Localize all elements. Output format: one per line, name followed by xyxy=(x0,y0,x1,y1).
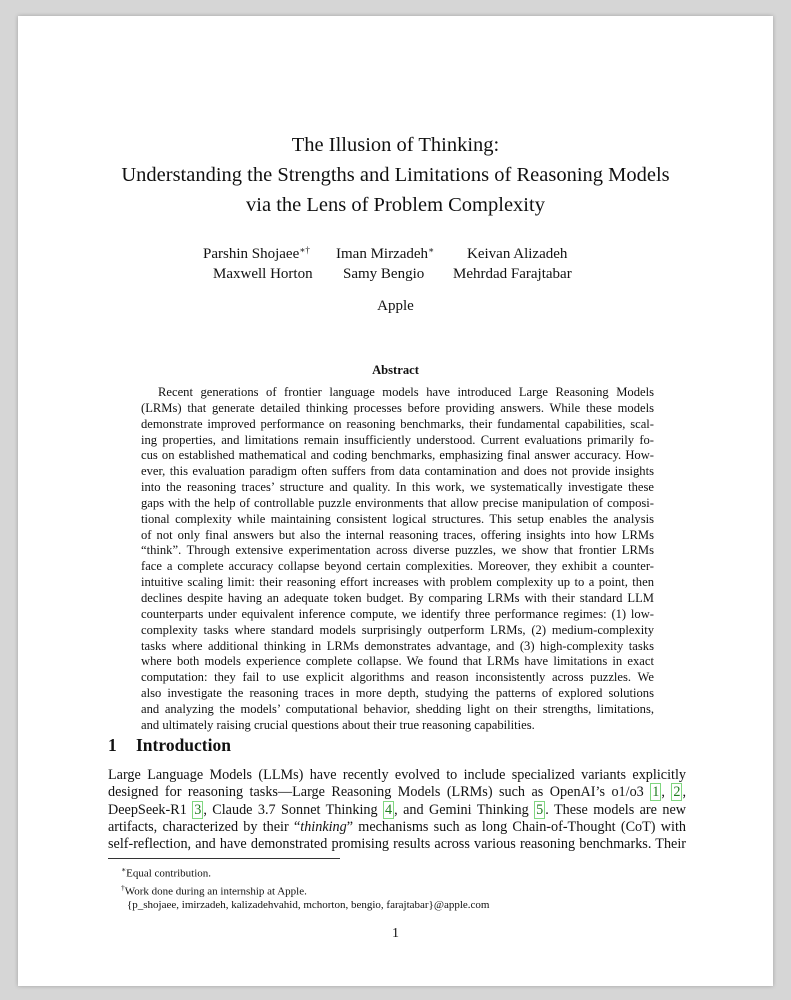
citation-link[interactable]: 4 xyxy=(385,801,393,818)
abstract-line: “think”. Through extensive experimentation across diverse puzzles, we show that frontier LRMs xyxy=(141,543,654,558)
citation-link[interactable]: 5 xyxy=(536,801,544,818)
abstract-line: declines despite having an adequate token budget. By comparing LRMs with their standard LLM xyxy=(141,590,654,605)
abstract-body xyxy=(141,385,654,734)
text-line: Large Language Models (LLMs) have recently evolved to include specialized variants explicitly xyxy=(108,767,686,783)
page-number: 1 xyxy=(392,926,399,941)
text-line: DeepSeek-R1 3 , Claude 3.7 Sonnet Thinking 4 , and Gemini Thinking 5 . These models are new xyxy=(108,801,686,818)
title-line: The Illusion of Thinking: xyxy=(291,134,500,156)
text-line: self-reflection, and have demonstrated promising results across various reasoning benchmarks. Their xyxy=(108,836,686,853)
abstract-line: of not only final answers but also the internal reasoning traces, offering insights into how LRMs xyxy=(141,527,654,542)
footnote-emails: {p_shojaee, imirzadeh, kalizadehvahid, mchorton, bengio, farajtabar}@apple.com xyxy=(127,899,490,912)
abstract-line: into the reasoning traces’ structure and quality. In this work, we systematically investigate these xyxy=(141,480,654,495)
author: Samy Bengio xyxy=(343,266,425,282)
abstract-line: where both models experience complete collapse. We found that LRMs have limitations in exact xyxy=(141,654,654,669)
footnote: ∗Equal contribution. xyxy=(121,865,212,880)
abstract-line: ever, this evaluation paradigm often suffers from data contamination and does not provide insights xyxy=(141,464,654,479)
abstract-line: and ultimately raising crucial questions about their true reasoning capabilities. xyxy=(141,717,535,732)
citation-link[interactable]: 3 xyxy=(194,801,202,818)
abstract-line: face a complete accuracy collapse beyond certain complexities. Moreover, they exhibit a counter- xyxy=(141,559,654,574)
title-line: via the Lens of Problem Complexity xyxy=(246,194,545,216)
author: Maxwell Horton xyxy=(213,266,313,282)
author: Mehrdad Farajtabar xyxy=(453,266,572,282)
text-line: artifacts, characterized by their “thinking” mechanisms such as long Chain-of-Thought (CoT) with xyxy=(108,818,686,835)
abstract-line: demonstrate improved performance on reasoning benchmarks, their fundamental capabilities, scal- xyxy=(141,416,654,431)
abstract-line: tasks where additional thinking in LRMs demonstrates advantage, and (3) high-complexity tasks xyxy=(141,638,654,653)
abstract-line: computation: they fail to use explicit algorithms and reason inconsistently across puzzles. We xyxy=(141,670,654,685)
abstract-line: Recent generations of frontier language models have introduced Large Reasoning Models xyxy=(158,385,654,399)
title-line: Understanding the Strengths and Limitations of Reasoning Models xyxy=(121,164,670,186)
text-line: designed for reasoning tasks—Large Reasoning Models (LRMs) such as OpenAI’s o1/o3 1 , 2 , xyxy=(108,784,686,801)
author: Iman Mirzadeh∗ xyxy=(336,245,435,262)
abstract-line: complexity tasks where standard models surprisingly outperform LRMs, (2) medium-complexity xyxy=(141,622,654,637)
affiliation: Apple xyxy=(377,298,414,314)
abstract-line: gaps with the help of controllable puzzle environments that allow precise manipulation of composi- xyxy=(141,495,654,510)
section-heading xyxy=(108,735,231,756)
author: Parshin Shojaee∗† xyxy=(203,245,310,262)
abstract-line: counterparts under equivalent inference compute, we identify three performance regimes: (1) low- xyxy=(141,606,654,621)
abstract-line: intuitive scaling limit: their reasoning effort increases with problem complexity up to a point, then xyxy=(141,575,654,590)
abstract-line: also investigate the reasoning traces in more depth, studying the patterns of explored solutions xyxy=(141,686,654,701)
introduction-text xyxy=(108,767,686,853)
section-number: 1 xyxy=(108,735,117,755)
abstract-line: cus on established mathematical and coding benchmarks, emphasizing final answer accuracy. How- xyxy=(141,448,654,463)
abstract-heading: Abstract xyxy=(372,363,419,377)
section-title: Introduction xyxy=(136,735,231,755)
abstract-line: and analyzing the models’ computational behavior, shedding light on their strengths, limitations, xyxy=(141,701,654,716)
abstract-line: tional complexity while maintaining consistent logical structures. This setup enables the analysis xyxy=(141,511,654,526)
abstract-line: (LRMs) that generate detailed thinking processes before providing answers. While these models xyxy=(141,400,654,415)
citation-link[interactable]: 2 xyxy=(673,784,681,801)
citation-link[interactable]: 1 xyxy=(652,784,660,801)
author: Keivan Alizadeh xyxy=(467,246,568,262)
footnote-divider xyxy=(108,858,340,859)
footnotes xyxy=(121,863,489,912)
paper-title xyxy=(0,130,791,220)
footnote: †Work done during an internship at Apple. xyxy=(121,882,307,898)
abstract-line: ing properties, and limitations remain insufficiently understood. Current evaluations primarily fo- xyxy=(141,432,654,447)
